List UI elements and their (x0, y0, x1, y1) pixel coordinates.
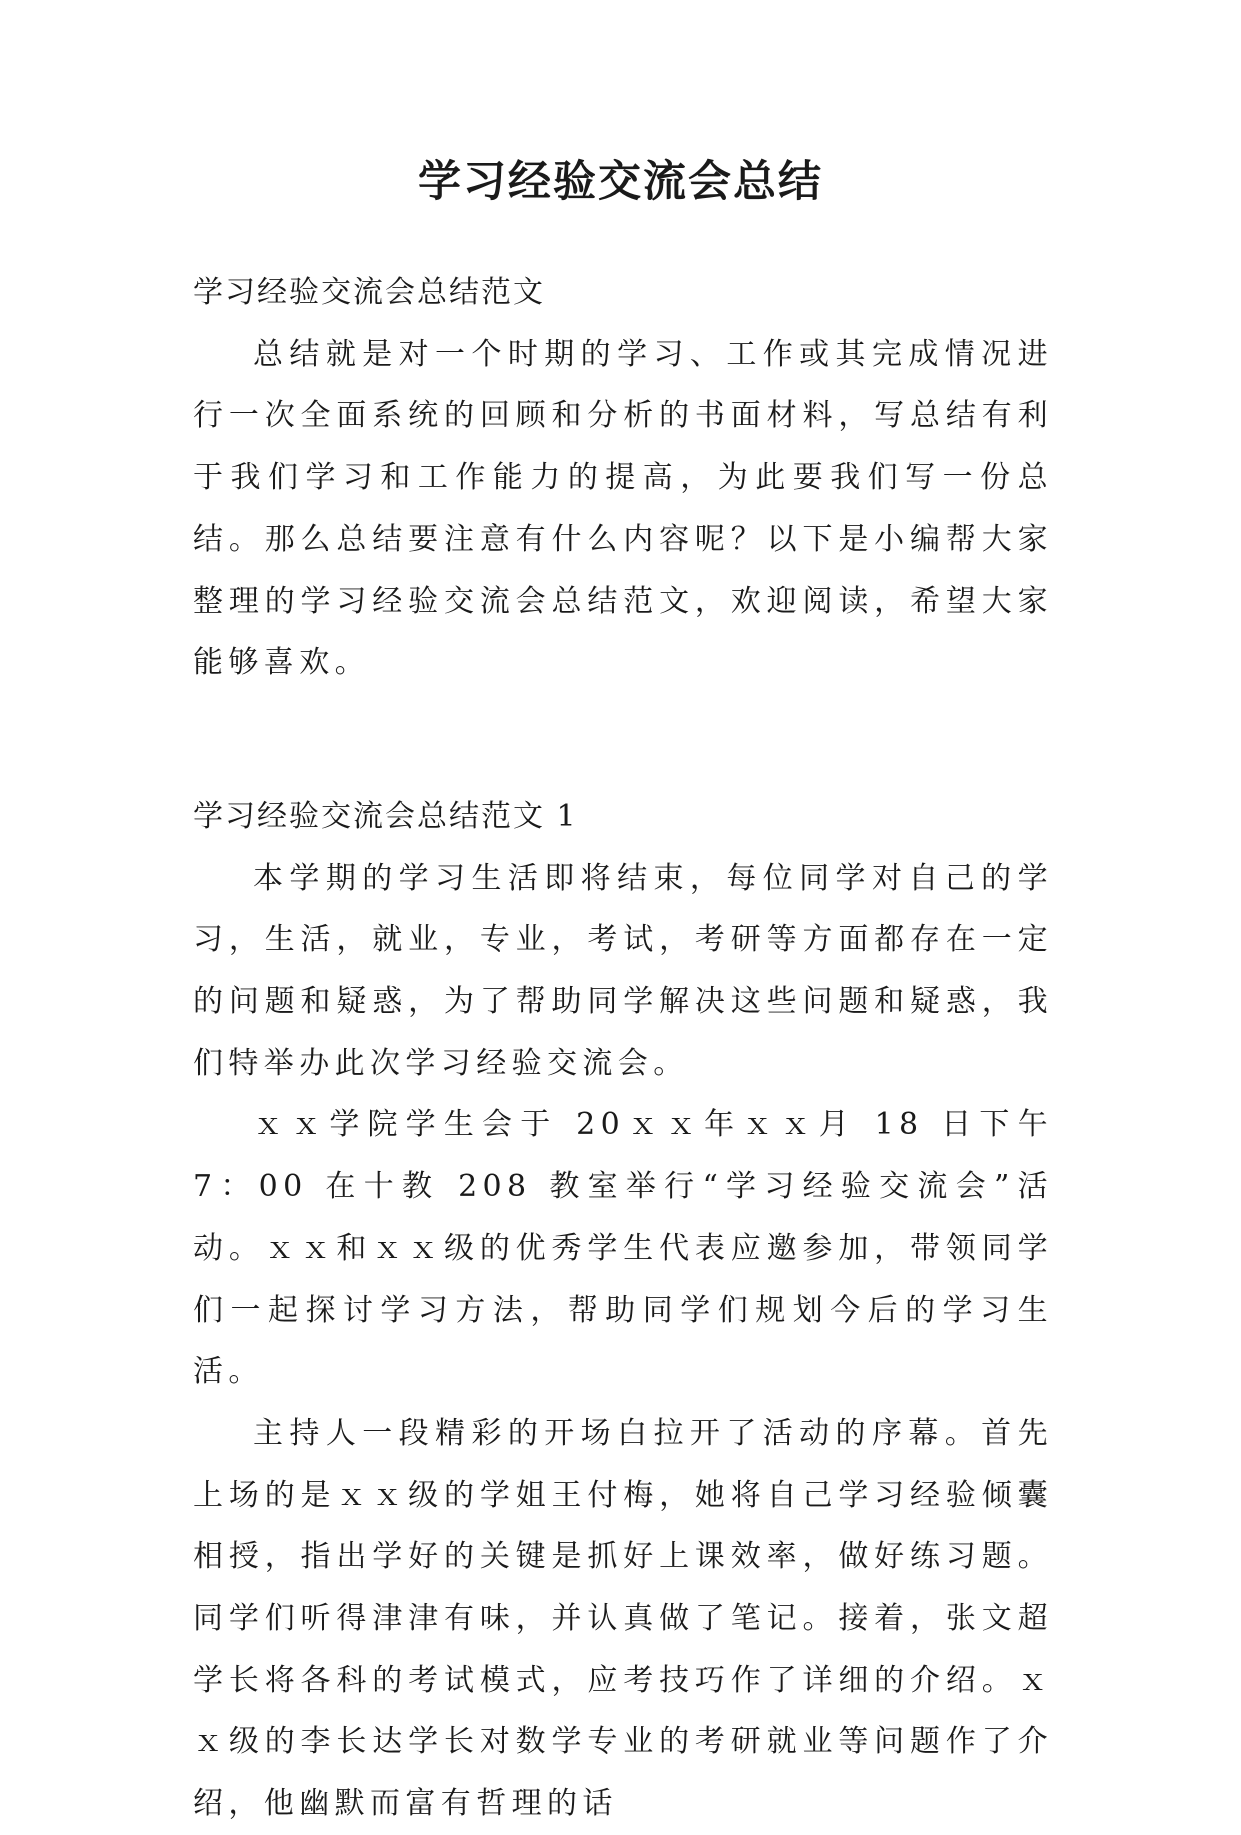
document-title: 学习经验交流会总结 (418, 157, 823, 207)
section1-heading: 学习经验交流会总结范文 1 (193, 798, 578, 834)
document-body (193, 262, 1053, 1835)
intro-heading: 学习经验交流会总结范文 (193, 275, 545, 310)
section1-paragraph-1: 本学期的学习生活即将结束，每位同学对自己的学习，生活，就业，专业，考试，考研等方面都存在一定的问题和疑惑，为了帮助同学解决这些问题和疑惑，我们特举办此次学习经验交流会。 (193, 860, 1053, 1081)
section1-paragraph-2: ｘｘ学院学生会于 20ｘｘ年ｘｘ月 18 日下午 7：00 在十教 208 教室举行“学习经验交流会”活动。ｘｘ和ｘｘ级的优秀学生代表应邀参加，带领同学们一起探讨学习方法，帮助同学们规划今后的学习生活。 (193, 1107, 1053, 1390)
section1-paragraph-3: 主持人一段精彩的开场白拉开了活动的序幕。首先上场的是ｘｘ级的学姐王付梅，她将自己学习经验倾囊相授，指出学好的关键是抓好上课效率，做好练习题。同学们听得津津有味，并认真做了笔记。接着，张文超学长将各科的考试模式，应考技巧作了详细的介绍。ｘｘ级的李长达学长对数学专业的考研就业等问题作了介绍，他幽默而富有哲理的话 (193, 1415, 1053, 1822)
section-spacer (193, 694, 1053, 786)
intro-paragraph: 总结就是对一个时期的学习、工作或其完成情况进行一次全面系统的回顾和分析的书面材料，写总结有利于我们学习和工作能力的提高，为此要我们写一份总结。那么总结要注意有什么内容呢？以下是小编帮大家整理的学习经验交流会总结范文，欢迎阅读，希望大家能够喜欢。 (193, 336, 1053, 681)
